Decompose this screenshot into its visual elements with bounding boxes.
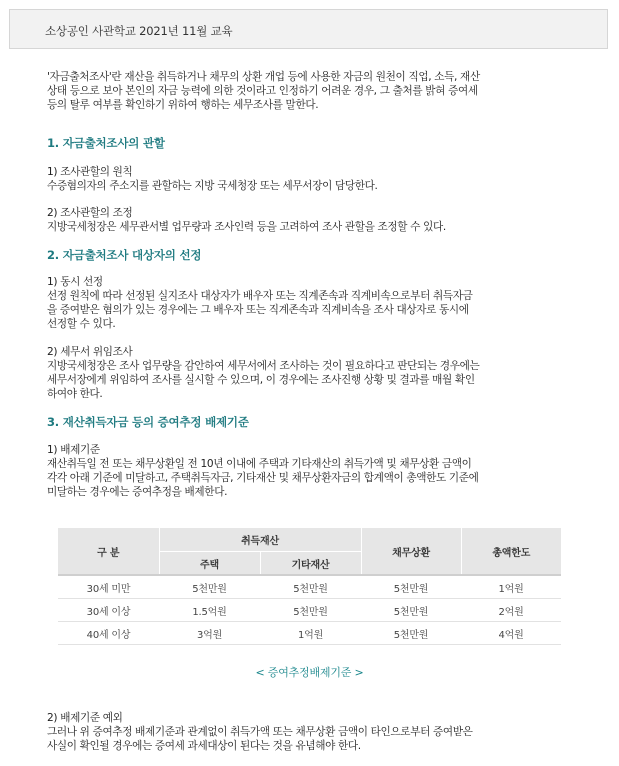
item-text: 세무서장에게 위임하여 조사를 실시할 수 있으며, 이 경우에는 조사진행 상황 및 결과를 매월 확인 [47, 374, 475, 386]
exclusion-criteria-table [58, 528, 561, 645]
table-cell: 5천만원 [361, 599, 461, 622]
item-title: 2) 배제기준 예외 [47, 712, 123, 724]
item-text: 사실이 확인될 경우에는 증여세 과세대상이 된다는 것을 유념해야 한다. [47, 740, 361, 752]
intro-line: 상태 등으로 보아 본인의 자금 능력에 의한 것이라고 인정하기 어려운 경우, 그 출처를 밝혀 증여세 [47, 85, 478, 97]
table-row [58, 575, 561, 599]
item-text: 선정할 수 있다. [47, 318, 116, 330]
table-cell: 1.5억원 [159, 599, 260, 622]
table-cell: 3억원 [159, 622, 260, 645]
item-text: 수증혐의자의 주소지를 관할하는 지방 국세청장 또는 세무서장이 담당한다. [47, 180, 378, 192]
item-text: 하여야 한다. [47, 388, 103, 400]
item-text: 지방국세청장은 조사 업무량을 감안하여 세무서에서 조사하는 것이 필요하다고 판단되는 경우에는 [47, 360, 480, 372]
table-cell: 5천만원 [361, 622, 461, 645]
item-title: 2) 조사관할의 조정 [47, 207, 133, 219]
item-title: 1) 조사관할의 원칙 [47, 166, 133, 178]
header-debt: 채무상환 [361, 528, 461, 575]
item-text: 선정 원칙에 따라 선정된 실지조사 대상자가 배우자 또는 직계존속과 직계비속으로부터 취득자금 [47, 290, 473, 302]
page-title: 소상공인 사관학교 2021년 11월 교육 [45, 24, 233, 38]
title-box [9, 9, 608, 49]
header-category: 구 분 [58, 528, 159, 575]
table-cell: 5천만원 [260, 599, 361, 622]
section-heading: 2. 자금출처조사 대상자의 선정 [47, 248, 202, 262]
intro-line: 등의 탈루 여부를 확인하기 위하여 행하는 세무조사를 말한다. [47, 99, 319, 111]
item-text: 재산취득일 전 또는 채무상환일 전 10년 이내에 주택과 기타재산의 취득가액 및 채무상환 금액이 [47, 458, 472, 470]
item-text: 지방국세청장은 세무관서별 업무량과 조사인력 등을 고려하여 조사 관할을 조정할 수 있다. [47, 221, 446, 233]
item-title: 2) 세무서 위임조사 [47, 346, 133, 358]
table-cell: 2억원 [461, 599, 561, 622]
table-cell: 5천만원 [361, 575, 461, 599]
table-row [58, 622, 561, 645]
table-cell: 1억원 [461, 575, 561, 599]
table-row [58, 599, 561, 622]
table-cell: 5천만원 [159, 575, 260, 599]
section-heading: 1. 자금출처조사의 관할 [47, 136, 165, 150]
header-house: 주택 [159, 552, 260, 576]
header-acquisition: 취득재산 [159, 528, 361, 552]
table-cell: 5천만원 [260, 575, 361, 599]
item-text: 그러나 위 증여추정 배제기준과 관계없이 취득가액 또는 채무상환 금액이 타인으로부터 증여받은 [47, 726, 473, 738]
table-cell: 1억원 [260, 622, 361, 645]
item-title: 1) 동시 선정 [47, 276, 103, 288]
table-caption: < 증여추정배제기준 > [255, 666, 364, 679]
section-heading: 3. 재산취득자금 등의 증여추정 배제기준 [47, 415, 249, 429]
intro-line: '자금출처조사'란 재산을 취득하거나 채무의 상환 개업 등에 사용한 자금의 원천이 직업, 소득, 재산 [47, 71, 480, 83]
item-text: 미달하는 경우에는 증여추정을 배제한다. [47, 486, 228, 498]
item-title: 1) 배제기준 [47, 444, 100, 456]
table-cell: 30세 미만 [58, 575, 159, 599]
table-cell: 30세 이상 [58, 599, 159, 622]
item-text: 을 증여받은 혐의가 있는 경우에는 그 배우자 또는 직계존속과 직계비속을 조사 대상자로 동시에 [47, 304, 469, 316]
table-cell: 40세 이상 [58, 622, 159, 645]
item-text: 각각 아래 기준에 미달하고, 주택취득자금, 기타재산 및 채무상환자금의 합계액이 총액한도 기준에 [47, 472, 479, 484]
header-total: 총액한도 [461, 528, 561, 575]
header-other: 기타재산 [260, 552, 361, 576]
table-cell: 4억원 [461, 622, 561, 645]
